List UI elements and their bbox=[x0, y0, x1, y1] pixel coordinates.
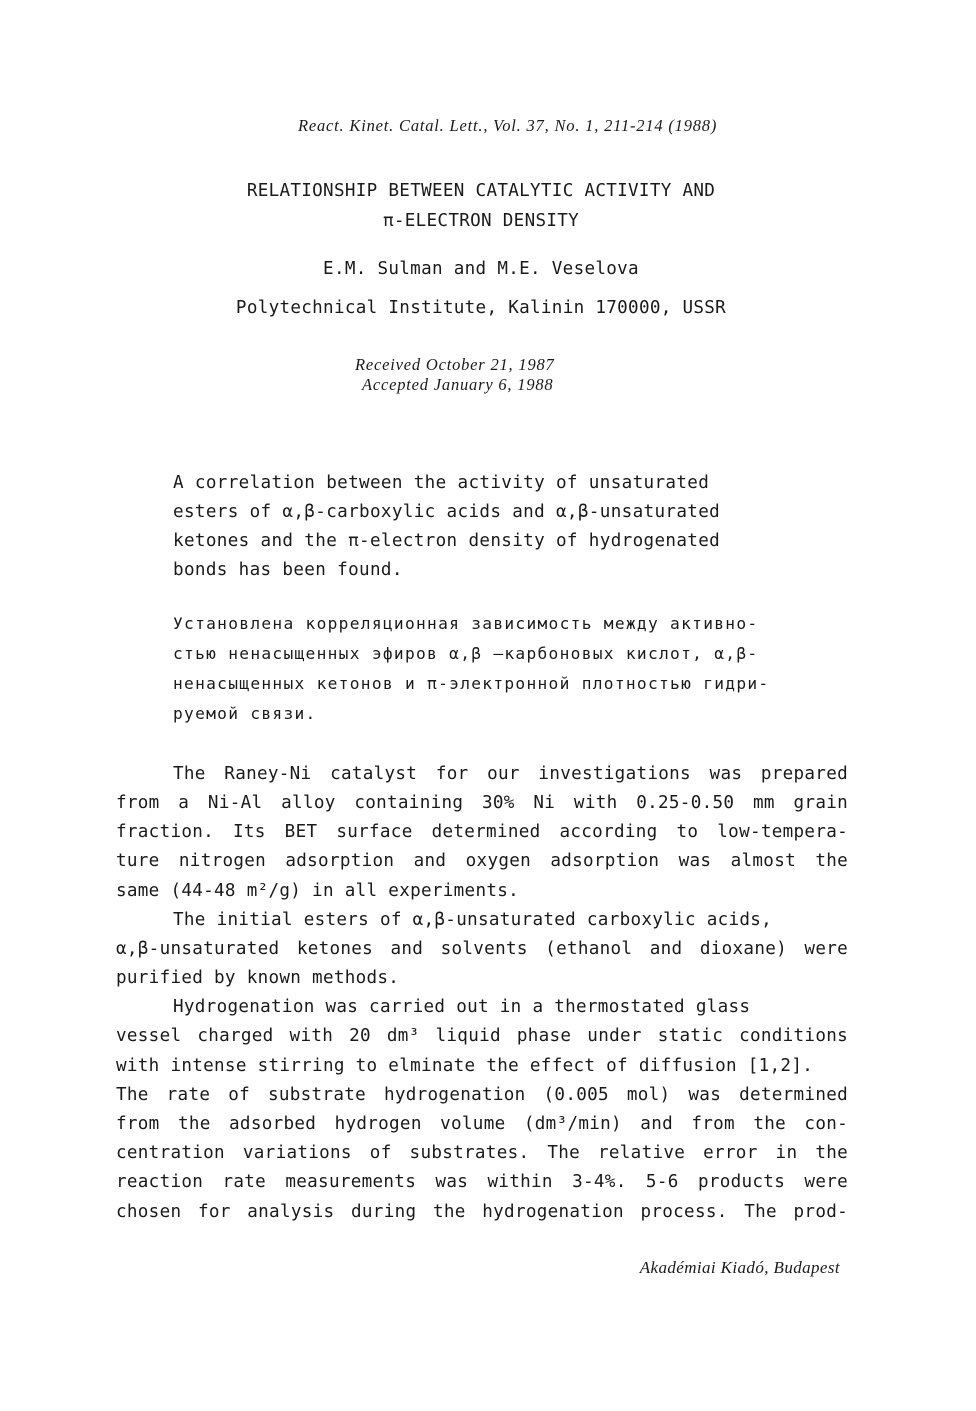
body-line: reaction rate measurements was within 3-4%. 5-6 products were bbox=[116, 1172, 848, 1192]
body-line: from a Ni-Al alloy containing 30% Ni with 0.25-0.50 mm grain bbox=[116, 793, 848, 813]
abstract-line: esters of α,β-carboxylic acids and α,β-unsaturated bbox=[173, 502, 721, 522]
body-line: ture nitrogen adsorption and oxygen adsorption was almost the bbox=[116, 851, 848, 871]
paper-title-line-2: π-ELECTRON DENSITY bbox=[382, 211, 580, 231]
accepted-date: Accepted January 6, 1988 bbox=[362, 375, 554, 394]
abstract-ru-line: Установлена корреляционная зависимость между активно- bbox=[173, 614, 759, 633]
body-line: The Raney-Ni catalyst for our investigations was prepared bbox=[173, 764, 848, 784]
abstract-ru-line: ненасыщенных кетонов и π-электронной плотностью гидри- bbox=[173, 674, 770, 693]
affiliation: Polytechnical Institute, Kalinin 170000, USSR bbox=[235, 298, 727, 318]
body-line: The initial esters of α,β-unsaturated carboxylic acids, bbox=[173, 910, 773, 930]
body-line: with intense stirring to elminate the effect of diffusion [1,2]. bbox=[116, 1056, 814, 1076]
paper-title-line-1: RELATIONSHIP BETWEEN CATALYTIC ACTIVITY AND bbox=[246, 181, 716, 201]
received-date: Received October 21, 1987 bbox=[355, 355, 555, 374]
abstract-line: ketones and the π-electron density of hydrogenated bbox=[173, 531, 721, 551]
body-line: centration variations of substrates. The relative error in the bbox=[116, 1143, 848, 1163]
journal-citation: React. Kinet. Catal. Lett., Vol. 37, No. 1, 211-214 (1988) bbox=[298, 116, 718, 135]
body-line: The rate of substrate hydrogenation (0.005 mol) was determined bbox=[116, 1085, 848, 1105]
abstract-line: A correlation between the activity of unsaturated bbox=[173, 473, 710, 493]
authors: E.M. Sulman and M.E. Veselova bbox=[323, 259, 639, 279]
body-line: same (44-48 m²/g) in all experiments. bbox=[116, 881, 520, 901]
abstract-ru-line: стью ненасыщенных эфиров α,β —карбоновых кислот, α,β- bbox=[173, 644, 759, 663]
body-line: from the adsorbed hydrogen volume (dm³/min) and from the con- bbox=[116, 1114, 848, 1134]
body-line: vessel charged with 20 dm³ liquid phase under static conditions bbox=[116, 1026, 848, 1046]
body-line: fraction. Its BET surface determined according to low-tempera- bbox=[116, 822, 848, 842]
body-line: α,β-unsaturated ketones and solvents (ethanol and dioxane) were bbox=[116, 939, 848, 959]
body-line: Hydrogenation was carried out in a thermostated glass bbox=[173, 997, 751, 1017]
body-line: chosen for analysis during the hydrogenation process. The prod- bbox=[116, 1202, 848, 1222]
abstract-ru-line: руемой связи. bbox=[173, 704, 317, 723]
publisher-footer: Akadémiai Kiadó, Budapest bbox=[639, 1258, 840, 1277]
abstract-line: bonds has been found. bbox=[173, 560, 403, 580]
body-line: purified by known methods. bbox=[116, 968, 400, 988]
